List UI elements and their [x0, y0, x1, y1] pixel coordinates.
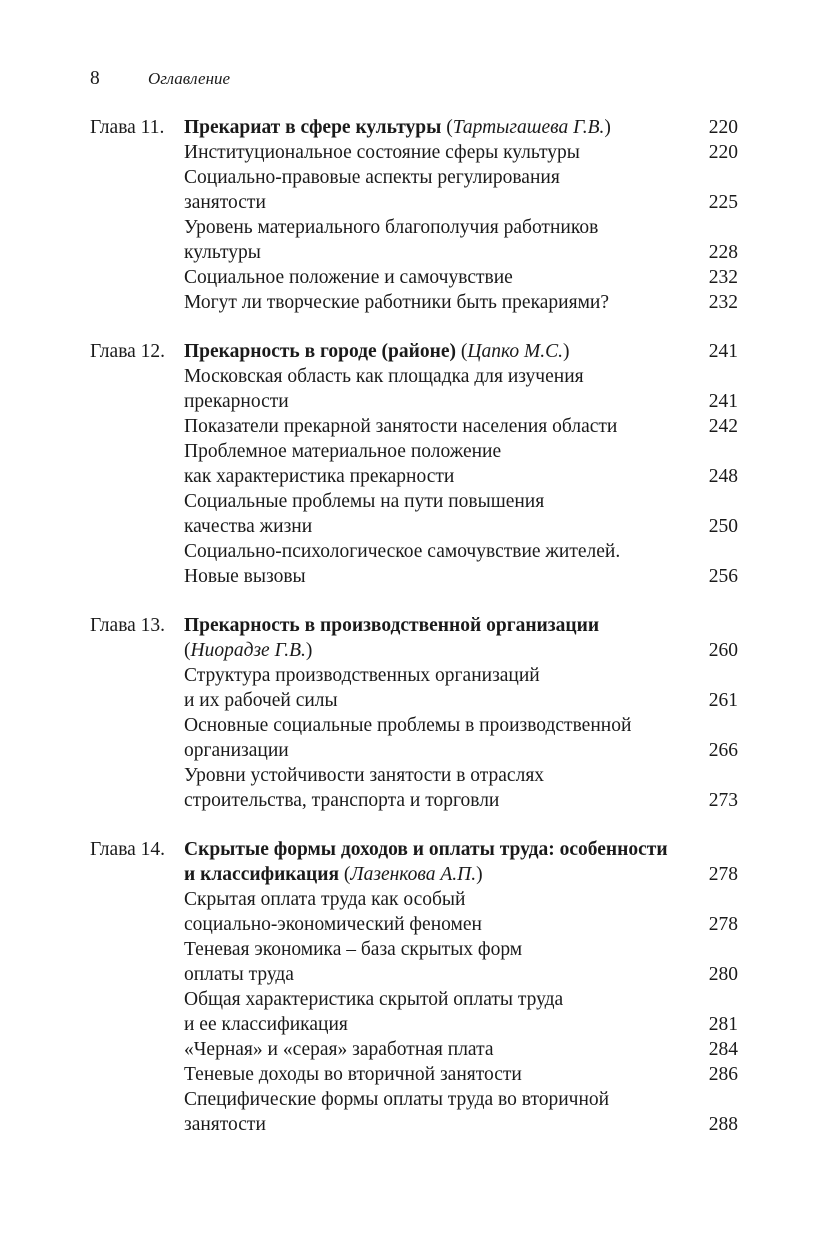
chapter-heading-cont[interactable]: и классификация (Лазенкова А.П.) 278 [184, 864, 738, 885]
chapter-title: Прекарность в городе (районе) [184, 341, 457, 362]
page-number: 8 [90, 68, 100, 89]
chapter-title: Прекариат в сфере культуры [184, 117, 442, 138]
toc-entry[interactable] [184, 165, 738, 190]
toc-entry-cont[interactable] [184, 190, 738, 215]
chapter-author: Цапко М.С. [467, 341, 563, 362]
entry-text: Могут ли творческие работники быть прекариями? [184, 292, 610, 313]
toc-entry[interactable] [184, 987, 738, 1012]
toc-entry[interactable] [184, 1037, 738, 1062]
chapter-heading[interactable]: Прекариат в сфере культуры (Тартыгашева Г.В.) 220 [184, 117, 738, 138]
toc-entry-cont[interactable] [184, 1012, 738, 1037]
entry-text: Показатели прекарной занятости населения области [184, 416, 618, 437]
page-ref: 232 [708, 292, 738, 313]
entry-text: культуры [184, 242, 261, 263]
entry-text: Социально-психологическое самочувствие жителей. [184, 541, 621, 562]
entry-text: качества жизни [184, 516, 313, 537]
page-ref: 228 [708, 242, 738, 263]
chapter-label: Глава 11. [90, 117, 165, 138]
entry-text: и их рабочей силы [184, 690, 338, 711]
entry-text: Уровень материального благополучия работников [184, 217, 599, 238]
toc-entry[interactable] [184, 439, 738, 464]
toc-entry[interactable] [184, 265, 738, 290]
entry-text: Проблемное материальное положение [184, 441, 502, 462]
toc-entry-cont[interactable] [184, 514, 738, 539]
page-ref: 261 [708, 690, 738, 711]
entry-text: организации [184, 740, 289, 761]
page-ref: 232 [708, 267, 738, 288]
toc-entry-cont[interactable] [184, 738, 738, 763]
page-ref: 220 [708, 142, 738, 163]
toc-entry[interactable] [184, 713, 738, 738]
toc-entry-cont[interactable] [184, 564, 738, 589]
toc-entry-cont[interactable] [184, 688, 738, 713]
toc-entry[interactable] [184, 539, 738, 564]
entry-text: Общая характеристика скрытой оплаты труда [184, 989, 564, 1010]
entry-text: Социальное положение и самочувствие [184, 267, 513, 288]
toc-entry-cont[interactable] [184, 1112, 738, 1137]
entry-text: оплаты труда [184, 964, 294, 985]
entry-text: Московская область как площадка для изучения [184, 366, 584, 387]
entry-text: «Черная» и «серая» заработная плата [184, 1039, 494, 1060]
entry-text: Социально-правовые аспекты регулирования [184, 167, 560, 188]
entry-text: строительства, транспорта и торговли [184, 790, 500, 811]
chapter-title-cont: и классификация [184, 864, 340, 885]
chapter-heading[interactable] [184, 837, 738, 862]
toc-entry[interactable] [184, 763, 738, 788]
page-ref: 250 [708, 516, 738, 537]
toc-entry-cont[interactable] [184, 912, 738, 937]
toc-entry-cont[interactable] [184, 389, 738, 414]
toc-entry[interactable] [184, 663, 738, 688]
page-ref: 278 [708, 914, 738, 935]
toc-entry[interactable] [184, 215, 738, 240]
entry-text: прекарности [184, 391, 289, 412]
toc-entry[interactable] [184, 140, 738, 165]
toc-entry[interactable] [184, 1087, 738, 1112]
entry-text: Структура производственных организаций [184, 665, 540, 686]
toc-entry[interactable] [184, 364, 738, 389]
entry-text: Новые вызовы [184, 566, 306, 587]
section-title: Оглавление [148, 69, 231, 88]
running-head [90, 66, 230, 91]
chapter-label: Глава 12. [90, 341, 166, 362]
page-ref: 225 [708, 192, 738, 213]
toc-entry-cont[interactable] [184, 240, 738, 265]
page-ref: 281 [708, 1014, 738, 1035]
chapter-title: Прекарность в производственной организации [184, 615, 600, 636]
entry-text: Специфические формы оплаты труда во вторичной [184, 1089, 610, 1110]
entry-text: Институциональное состояние сферы культуры [184, 142, 580, 163]
page-ref: 273 [708, 790, 738, 811]
page-ref: 284 [708, 1039, 738, 1060]
entry-text: Теневые доходы во вторичной занятости [184, 1064, 522, 1085]
chapter-heading[interactable] [184, 613, 738, 638]
toc-entry[interactable] [184, 937, 738, 962]
page-ref: 241 [708, 341, 738, 362]
entry-text: Уровни устойчивости занятости в отраслях [184, 765, 545, 786]
entry-text: как характеристика прекарности [184, 466, 455, 487]
page-ref: 256 [708, 566, 738, 587]
toc-entry[interactable] [184, 887, 738, 912]
page-ref: 278 [708, 864, 738, 885]
toc-entry[interactable] [184, 414, 738, 439]
chapter-author: Лазенкова А.П. [350, 864, 477, 885]
entry-text: Скрытая оплата труда как особый [184, 889, 466, 910]
page-ref: 241 [708, 391, 738, 412]
chapter-label: Глава 14. [90, 839, 166, 860]
page-ref: 280 [708, 964, 738, 985]
page-ref: 286 [708, 1064, 738, 1085]
toc-entry[interactable] [184, 290, 738, 315]
entry-text: Теневая экономика – база скрытых форм [184, 939, 523, 960]
page-ref: 220 [708, 117, 738, 138]
entry-text: и ее классификация [184, 1014, 348, 1035]
entry-text: Основные социальные проблемы в производственной [184, 715, 632, 736]
entry-text: занятости [184, 1114, 266, 1135]
page-ref: 266 [708, 740, 738, 761]
chapter-title: Скрытые формы доходов и оплаты труда: особенности [184, 839, 668, 860]
page-ref: 248 [708, 466, 738, 487]
entry-text: занятости [184, 192, 266, 213]
page-ref: 260 [708, 640, 738, 661]
toc-entry-cont[interactable] [184, 464, 738, 489]
chapter-heading-cont[interactable]: (Ниорадзе Г.В.) 260 [184, 640, 738, 661]
toc-entry[interactable] [184, 489, 738, 514]
chapter-label: Глава 13. [90, 615, 166, 636]
chapter-author: Ниорадзе Г.В. [190, 640, 306, 661]
toc-entry[interactable] [184, 1062, 738, 1087]
page-ref: 288 [708, 1114, 738, 1135]
chapter-heading[interactable]: Прекарность в городе (районе) (Цапко М.С.) 241 [184, 341, 738, 362]
toc-entry-cont[interactable] [184, 962, 738, 987]
toc-entry-cont[interactable] [184, 788, 738, 813]
entry-text: Социальные проблемы на пути повышения [184, 491, 545, 512]
entry-text: социально-экономический феномен [184, 914, 482, 935]
page-ref: 242 [708, 416, 738, 437]
chapter-author: Тартыгашева Г.В. [452, 117, 605, 138]
